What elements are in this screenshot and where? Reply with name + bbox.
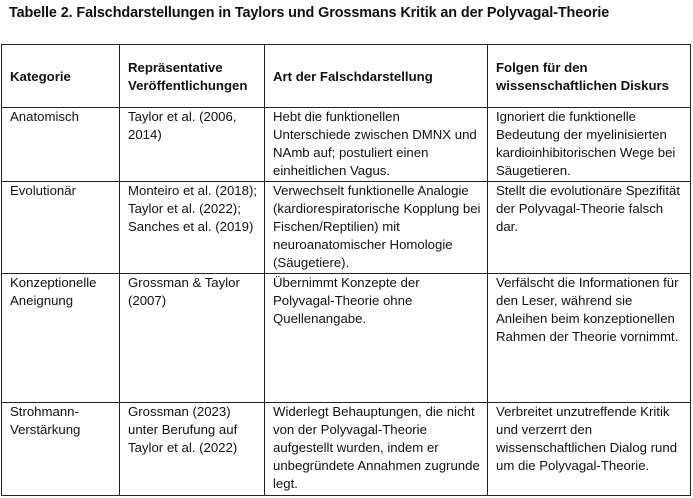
table-header-row	[2, 45, 691, 108]
cell-category: Evolutionär	[2, 182, 120, 274]
header-misrepresentation: Art der Falschdarstellung	[265, 45, 488, 108]
misrepresentation-table	[1, 44, 691, 496]
cell-consequences: Ignoriert die funktionelle Bedeutung der myelinisierten kardioinhibitorischen Wege bei Säugetieren.	[488, 108, 691, 182]
cell-misrepresentation: Verwechselt funktionelle Analogie (kardiorespiratorische Kopplung bei Fischen/Reptilien) mit neuroanatomischer Homologie (Säugetiere).	[265, 182, 488, 274]
cell-category: Anatomisch	[2, 108, 120, 182]
cell-misrepresentation: Hebt die funktionellen Unterschiede zwischen DMNX und NAmb auf; postuliert einen einheitlichen Vagus.	[265, 108, 488, 182]
cell-misrepresentation: Widerlegt Behauptungen, die nicht von der Polyvagal-Theorie aufgestellt wurden, indem er unbegründete Annahmen zugrunde legt.	[265, 403, 488, 496]
header-publications: Repräsentative Veröffentlichungen	[120, 45, 265, 108]
cell-category: Konzeptionelle Aneignung	[2, 274, 120, 403]
table-caption: Tabelle 2. Falschdarstellungen in Taylors und Grossmans Kritik an der Polyvagal-Theorie	[9, 5, 610, 21]
cell-consequences: Verbreitet unzutreffende Kritik und verzerrt den wissenschaftlichen Dialog rund um die Polyvagal-Theorie.	[488, 403, 691, 496]
cell-category: Strohmann-Verstärkung	[2, 403, 120, 496]
cell-consequences: Verfälscht die Informationen für den Leser, während sie Anleihen beim konzeptionellen Rahmen der Theorie vornimmt.	[488, 274, 691, 403]
cell-publications: Grossman & Taylor (2007)	[120, 274, 265, 403]
table-row	[2, 403, 691, 496]
table-row	[2, 108, 691, 182]
cell-consequences: Stellt die evolutionäre Spezifität der Polyvagal-Theorie falsch dar.	[488, 182, 691, 274]
header-category: Kategorie	[2, 45, 120, 108]
table-row	[2, 182, 691, 274]
cell-publications: Monteiro et al. (2018); Taylor et al. (2022); Sanches et al. (2019)	[120, 182, 265, 274]
cell-misrepresentation: Übernimmt Konzepte der Polyvagal-Theorie ohne Quellenangabe.	[265, 274, 488, 403]
cell-publications: Grossman (2023) unter Berufung auf Taylor et al. (2022)	[120, 403, 265, 496]
header-consequences: Folgen für den wissenschaftlichen Diskurs	[488, 45, 691, 108]
table-row	[2, 274, 691, 403]
cell-publications: Taylor et al. (2006, 2014)	[120, 108, 265, 182]
